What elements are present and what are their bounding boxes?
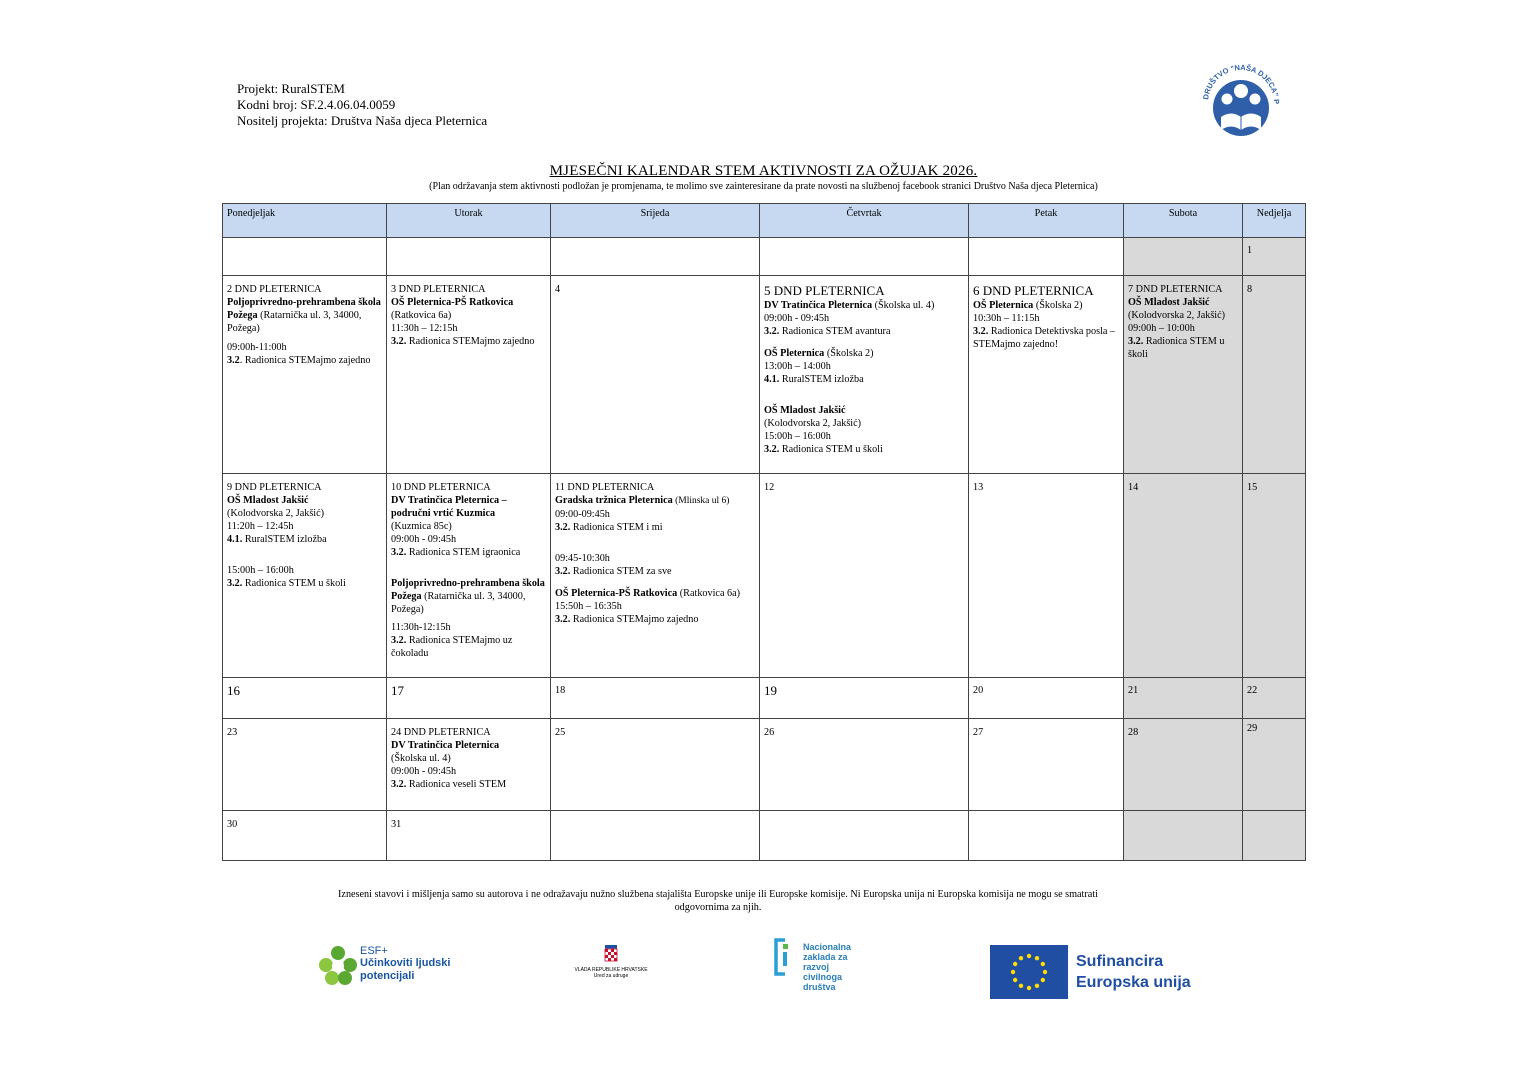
day-cell — [551, 276, 760, 474]
event-activity — [764, 325, 964, 338]
event-time: 15:50h – 16:35h — [555, 601, 622, 612]
event-place: OŠ Pleternica-PŠ Ratkovica — [555, 588, 678, 599]
event-address: (Školska 2) — [824, 348, 874, 359]
event-place: OŠ Mladost Jakšić — [1128, 297, 1210, 308]
eu-disclaimer: Izneseni stavovi i mišljenja samo su autorova i ne odražavaju nužno službena stajališta Europske unije ili Europske komisije. Ni Europska unija ni Europska komisija ne mogu se smatrati odgovornima za njih. — [338, 889, 1098, 913]
day-cell — [1243, 474, 1306, 678]
event-heading: 11 DND PLETERNICA — [555, 482, 655, 493]
activity-code: 4.1. — [764, 374, 780, 385]
day-cell — [223, 811, 387, 861]
day-header: Nedjelja — [1243, 204, 1306, 238]
esf-flower-icon — [318, 943, 358, 987]
day-cell — [223, 719, 387, 811]
day-header: Srijeda — [551, 204, 760, 238]
nz-line-5: društva — [803, 982, 836, 992]
nz-line-1: Nacionalna — [803, 942, 852, 952]
activity-name: Radionica STEM u školi — [242, 578, 346, 589]
event-activity — [764, 373, 964, 386]
event-location — [973, 299, 1119, 312]
event-address: (Mlinska ul 6) — [672, 496, 730, 506]
day-cell — [1124, 811, 1243, 861]
event-place: DV Tratinčica Pleternica — [764, 300, 873, 311]
day-number: 15 — [1247, 482, 1258, 493]
activity-code: 4.1. — [227, 534, 243, 545]
day-cell — [1124, 719, 1243, 811]
page-title: MJESEČNI KALENDAR STEM AKTIVNOSTI ZA OŽUJAK 2026. — [549, 163, 978, 179]
day-header: Četvrtak — [760, 204, 969, 238]
day-header: Subota — [1124, 204, 1243, 238]
day-cell — [551, 719, 760, 811]
esf-logo — [318, 943, 458, 988]
event-address: (Školska 2) — [1033, 300, 1083, 311]
event-time: 10:30h – 11:15h — [973, 313, 1040, 324]
activity-name: Radionica STEM za sve — [570, 566, 672, 577]
event-time: 09:45-10:30h — [555, 553, 610, 564]
activity-code: 3.2 — [227, 355, 240, 366]
eu-star-icon — [1041, 962, 1045, 966]
event-address: (Kolodvorska 2, Jakšić) — [227, 508, 325, 519]
event-address: (Kolodvorska 2, Jakšić) — [764, 418, 862, 429]
activity-code: 3.2. — [555, 614, 571, 625]
event-location — [764, 347, 964, 360]
activity-name: Radionica STEM avantura — [779, 326, 891, 337]
day-cell — [760, 678, 969, 719]
day-number: 30 — [227, 819, 238, 830]
event-time: 09:00h - 09:45h — [764, 313, 830, 324]
event-activity — [555, 521, 755, 534]
event-address: (Kuzmica 85c) — [391, 521, 452, 532]
day-cell — [551, 678, 760, 719]
vlada-rh-logo — [568, 945, 654, 987]
event-address: (Ratkovica 6a) — [677, 588, 741, 599]
event-heading: 24 DND PLETERNICA — [391, 727, 491, 738]
activity-name: Radionica STEM i mi — [570, 522, 663, 533]
event-location — [391, 494, 546, 520]
day-number: 25 — [555, 727, 566, 738]
day-number: 17 — [391, 683, 404, 698]
activity-name: Radionica STEM u školi — [779, 444, 883, 455]
vlada-line-2: Ured za udruge — [593, 973, 629, 979]
day-cell — [1124, 276, 1243, 474]
day-number: 13 — [973, 482, 984, 493]
event-location — [1128, 296, 1238, 309]
day-cell — [223, 474, 387, 678]
day-cell — [1243, 276, 1306, 474]
activity-name: Radionica STEM u školi — [1128, 336, 1225, 360]
event-activity — [227, 577, 382, 590]
event-time: 11:30h-12:15h — [391, 622, 451, 633]
eu-star-icon — [1027, 954, 1031, 958]
day-cell — [1124, 678, 1243, 719]
day-number: 19 — [764, 683, 777, 698]
event-activity — [973, 325, 1119, 351]
day-cell — [551, 238, 760, 276]
event-place: Gradska tržnica Pleternica — [555, 495, 673, 506]
week-row — [223, 811, 1306, 861]
activity-name: Radionica STEMajmo zajedno — [570, 614, 699, 625]
day-number: 20 — [973, 685, 984, 696]
day-number: 23 — [227, 727, 238, 738]
day-number: 27 — [973, 727, 984, 738]
event-place: OŠ Mladost Jakšić — [227, 495, 309, 506]
esf-plus-label: ESF+ — [360, 945, 388, 957]
project-name: Projekt: RuralSTEM — [237, 81, 345, 96]
day-header: Ponedjeljak — [223, 204, 387, 238]
eu-star-icon — [1011, 970, 1015, 974]
day-cell — [551, 811, 760, 861]
day-header: Petak — [969, 204, 1124, 238]
day-number: 31 — [391, 819, 402, 830]
event-activity — [391, 546, 546, 559]
day-cell — [969, 276, 1124, 474]
event-activity — [555, 613, 755, 626]
event-place: DV Tratinčica Pleternica — [391, 740, 500, 751]
event-place: DV Tratinčica Pleternica – područni vrtić Kuzmica — [391, 495, 507, 519]
event-location — [555, 494, 755, 508]
event-heading: 6 DND PLETERNICA — [973, 283, 1094, 298]
day-cell — [1243, 811, 1306, 861]
event-activity — [227, 533, 382, 546]
day-cell — [969, 811, 1124, 861]
day-cell — [387, 276, 551, 474]
day-number: 28 — [1128, 727, 1139, 738]
event-activity — [555, 565, 755, 578]
eu-line-2: Europska unija — [1076, 974, 1191, 991]
event-time: 13:00h – 14:00h — [764, 361, 831, 372]
day-cell — [223, 238, 387, 276]
activity-name: Radionica STEMajmo uz čokoladu — [391, 635, 513, 659]
vlada-line-1: VLADA REPUBLIKE HRVATSKE — [574, 967, 648, 973]
day-cell — [387, 678, 551, 719]
activity-code: 3.2. — [555, 522, 571, 533]
dnd-pleternica-logo — [1196, 55, 1286, 145]
day-cell — [760, 474, 969, 678]
day-cell — [1243, 678, 1306, 719]
nz-line-4: civilnoga — [803, 972, 843, 982]
event-activity — [1128, 335, 1238, 361]
event-location — [764, 299, 964, 312]
eu-star-icon — [1013, 962, 1017, 966]
event-time: 09:00h-11:00h — [227, 342, 287, 353]
project-holder: Nositelj projekta: Društva Naša djeca Pleternica — [237, 113, 488, 128]
event-address: (Školska ul. 4) — [872, 300, 935, 311]
event-activity — [227, 354, 382, 367]
activity-code: 3.2. — [391, 635, 407, 646]
eu-star-icon — [1041, 978, 1045, 982]
day-number: 21 — [1128, 685, 1139, 696]
day-cell — [387, 238, 551, 276]
event-place: Poljoprivredno-prehrambena škola Požega — [391, 578, 545, 602]
day-number: 8 — [1247, 284, 1253, 295]
eu-star-icon — [1013, 978, 1017, 982]
event-location — [555, 587, 755, 600]
eu-star-icon — [1035, 956, 1039, 960]
event-address: (Školska ul. 4) — [391, 753, 451, 764]
eu-flag-icon — [990, 945, 1068, 999]
day-cell — [387, 474, 551, 678]
day-cell — [223, 276, 387, 474]
day-cell — [387, 811, 551, 861]
activity-code: 3.2. — [764, 326, 780, 337]
day-cell — [969, 238, 1124, 276]
calendar-header-row — [223, 204, 1306, 238]
esf-line-2: potencijali — [360, 970, 415, 982]
activity-name: RuralSTEM izložba — [779, 374, 864, 385]
event-location — [391, 296, 546, 309]
event-time: 11:30h – 12:15h — [391, 323, 458, 334]
day-cell — [223, 678, 387, 719]
activity-name: Radionica veseli STEM — [406, 779, 507, 790]
nz-line-2: zaklada za — [803, 952, 848, 962]
day-cell — [969, 678, 1124, 719]
day-cell — [969, 474, 1124, 678]
day-cell — [387, 719, 551, 811]
day-cell — [1124, 474, 1243, 678]
event-heading: 7 DND PLETERNICA — [1128, 284, 1223, 295]
eu-star-icon — [1043, 970, 1047, 974]
project-code: Kodni broj: SF.2.4.06.04.0059 — [237, 97, 396, 112]
event-heading: 10 DND PLETERNICA — [391, 482, 491, 493]
event-heading: 9 DND PLETERNICA — [227, 482, 322, 493]
activity-code: 3.2. — [1128, 336, 1144, 347]
activity-code: 3.2. — [391, 547, 407, 558]
day-number: 18 — [555, 685, 566, 696]
day-cell — [760, 238, 969, 276]
activity-code: 3.2. — [391, 779, 407, 790]
nzrcd-bracket-icon — [773, 938, 799, 978]
event-heading: 2 DND PLETERNICA — [227, 284, 322, 295]
day-cell — [1243, 719, 1306, 811]
week-row — [223, 276, 1306, 474]
activity-code: 3.2. — [764, 444, 780, 455]
event-activity — [764, 443, 964, 456]
activity-code: 3.2. — [227, 578, 243, 589]
project-info — [237, 81, 487, 129]
day-number: 29 — [1247, 723, 1258, 734]
week-row — [223, 678, 1306, 719]
event-place: OŠ Pleternica — [973, 300, 1034, 311]
activity-name: RuralSTEM izložba — [242, 534, 327, 545]
event-location — [391, 577, 546, 616]
event-address: (Ratkovica 6a) — [391, 310, 452, 321]
activity-name: Radionica STEM igraonica — [406, 547, 521, 558]
eu-line-1: Sufinancira — [1076, 953, 1164, 970]
eu-cofinanced-logo — [990, 945, 1220, 999]
event-heading: 3 DND PLETERNICA — [391, 284, 486, 295]
event-time: 09:00h - 09:45h — [391, 766, 457, 777]
event-time: 15:00h – 16:00h — [764, 431, 831, 442]
day-number: 22 — [1247, 685, 1258, 696]
event-address: (Ratarnička ul. 3, 34000, Požega) — [227, 310, 362, 334]
event-time: 09:00h – 10:00h — [1128, 323, 1195, 334]
event-location — [227, 494, 382, 507]
day-number: 16 — [227, 683, 240, 698]
week-row — [223, 474, 1306, 678]
nz-line-3: razvoj — [803, 962, 830, 972]
day-number: 1 — [1247, 245, 1253, 256]
event-location — [764, 404, 964, 417]
nzrcd-logo — [773, 938, 873, 998]
day-number: 12 — [764, 482, 775, 493]
eu-star-icon — [1027, 986, 1031, 990]
event-activity — [391, 634, 546, 660]
day-cell — [760, 276, 969, 474]
event-location — [391, 739, 546, 752]
week-row — [223, 238, 1306, 276]
calendar-table — [222, 203, 1306, 861]
activity-code: 3.2. — [555, 566, 571, 577]
day-number: 4 — [555, 284, 561, 295]
activity-name: Radionica Detektivska posla – STEMajmo zajedno! — [973, 326, 1116, 350]
event-place: Poljoprivredno-prehrambena škola Požega — [227, 297, 381, 321]
week-row — [223, 719, 1306, 811]
day-cell — [551, 474, 760, 678]
event-time: 09:00h - 09:45h — [391, 534, 457, 545]
day-cell — [1124, 238, 1243, 276]
activity-code: 3.2. — [973, 326, 989, 337]
eu-star-icon — [1035, 984, 1039, 988]
page-subtitle: (Plan održavanja stem aktivnosti podložan je promjenama, te molimo sve zainteresirane da prate novosti na službenoj facebook stranici Društvo Naša djeca Pleternica) — [429, 181, 1098, 192]
esf-line-1: Učinkoviti ljudski — [360, 957, 451, 969]
day-cell — [1243, 238, 1306, 276]
day-cell — [760, 811, 969, 861]
activity-name: Radionica STEMajmo zajedno — [406, 336, 535, 347]
eu-star-icon — [1019, 956, 1023, 960]
event-heading: 5 DND PLETERNICA — [764, 283, 885, 298]
event-location — [227, 296, 382, 335]
event-address: (Kolodvorska 2, Jakšić) — [1128, 310, 1226, 321]
day-cell — [969, 719, 1124, 811]
day-header: Utorak — [387, 204, 551, 238]
logo-lettering: DRUŠTVO "NAŠA DJECA" P — [1201, 62, 1282, 105]
event-address: (Ratarnička ul. 3, 34000, Požega) — [391, 591, 526, 615]
croatian-coat-of-arms-icon — [604, 945, 618, 965]
event-place: OŠ Pleternica — [764, 348, 825, 359]
day-number: 26 — [764, 727, 775, 738]
activity-code: 3.2. — [391, 336, 407, 347]
day-cell — [760, 719, 969, 811]
event-place: OŠ Pleternica-PŠ Ratkovica — [391, 297, 514, 308]
event-time: 11:20h – 12:45h — [227, 521, 294, 532]
event-activity — [391, 335, 546, 348]
event-time: 15:00h – 16:00h — [227, 565, 294, 576]
event-activity — [391, 778, 546, 791]
day-number: 14 — [1128, 482, 1139, 493]
activity-name: . Radionica STEMajmo zajedno — [239, 355, 371, 366]
eu-star-icon — [1019, 984, 1023, 988]
event-time: 09:00-09:45h — [555, 509, 610, 520]
event-place: OŠ Mladost Jakšić — [764, 405, 846, 416]
